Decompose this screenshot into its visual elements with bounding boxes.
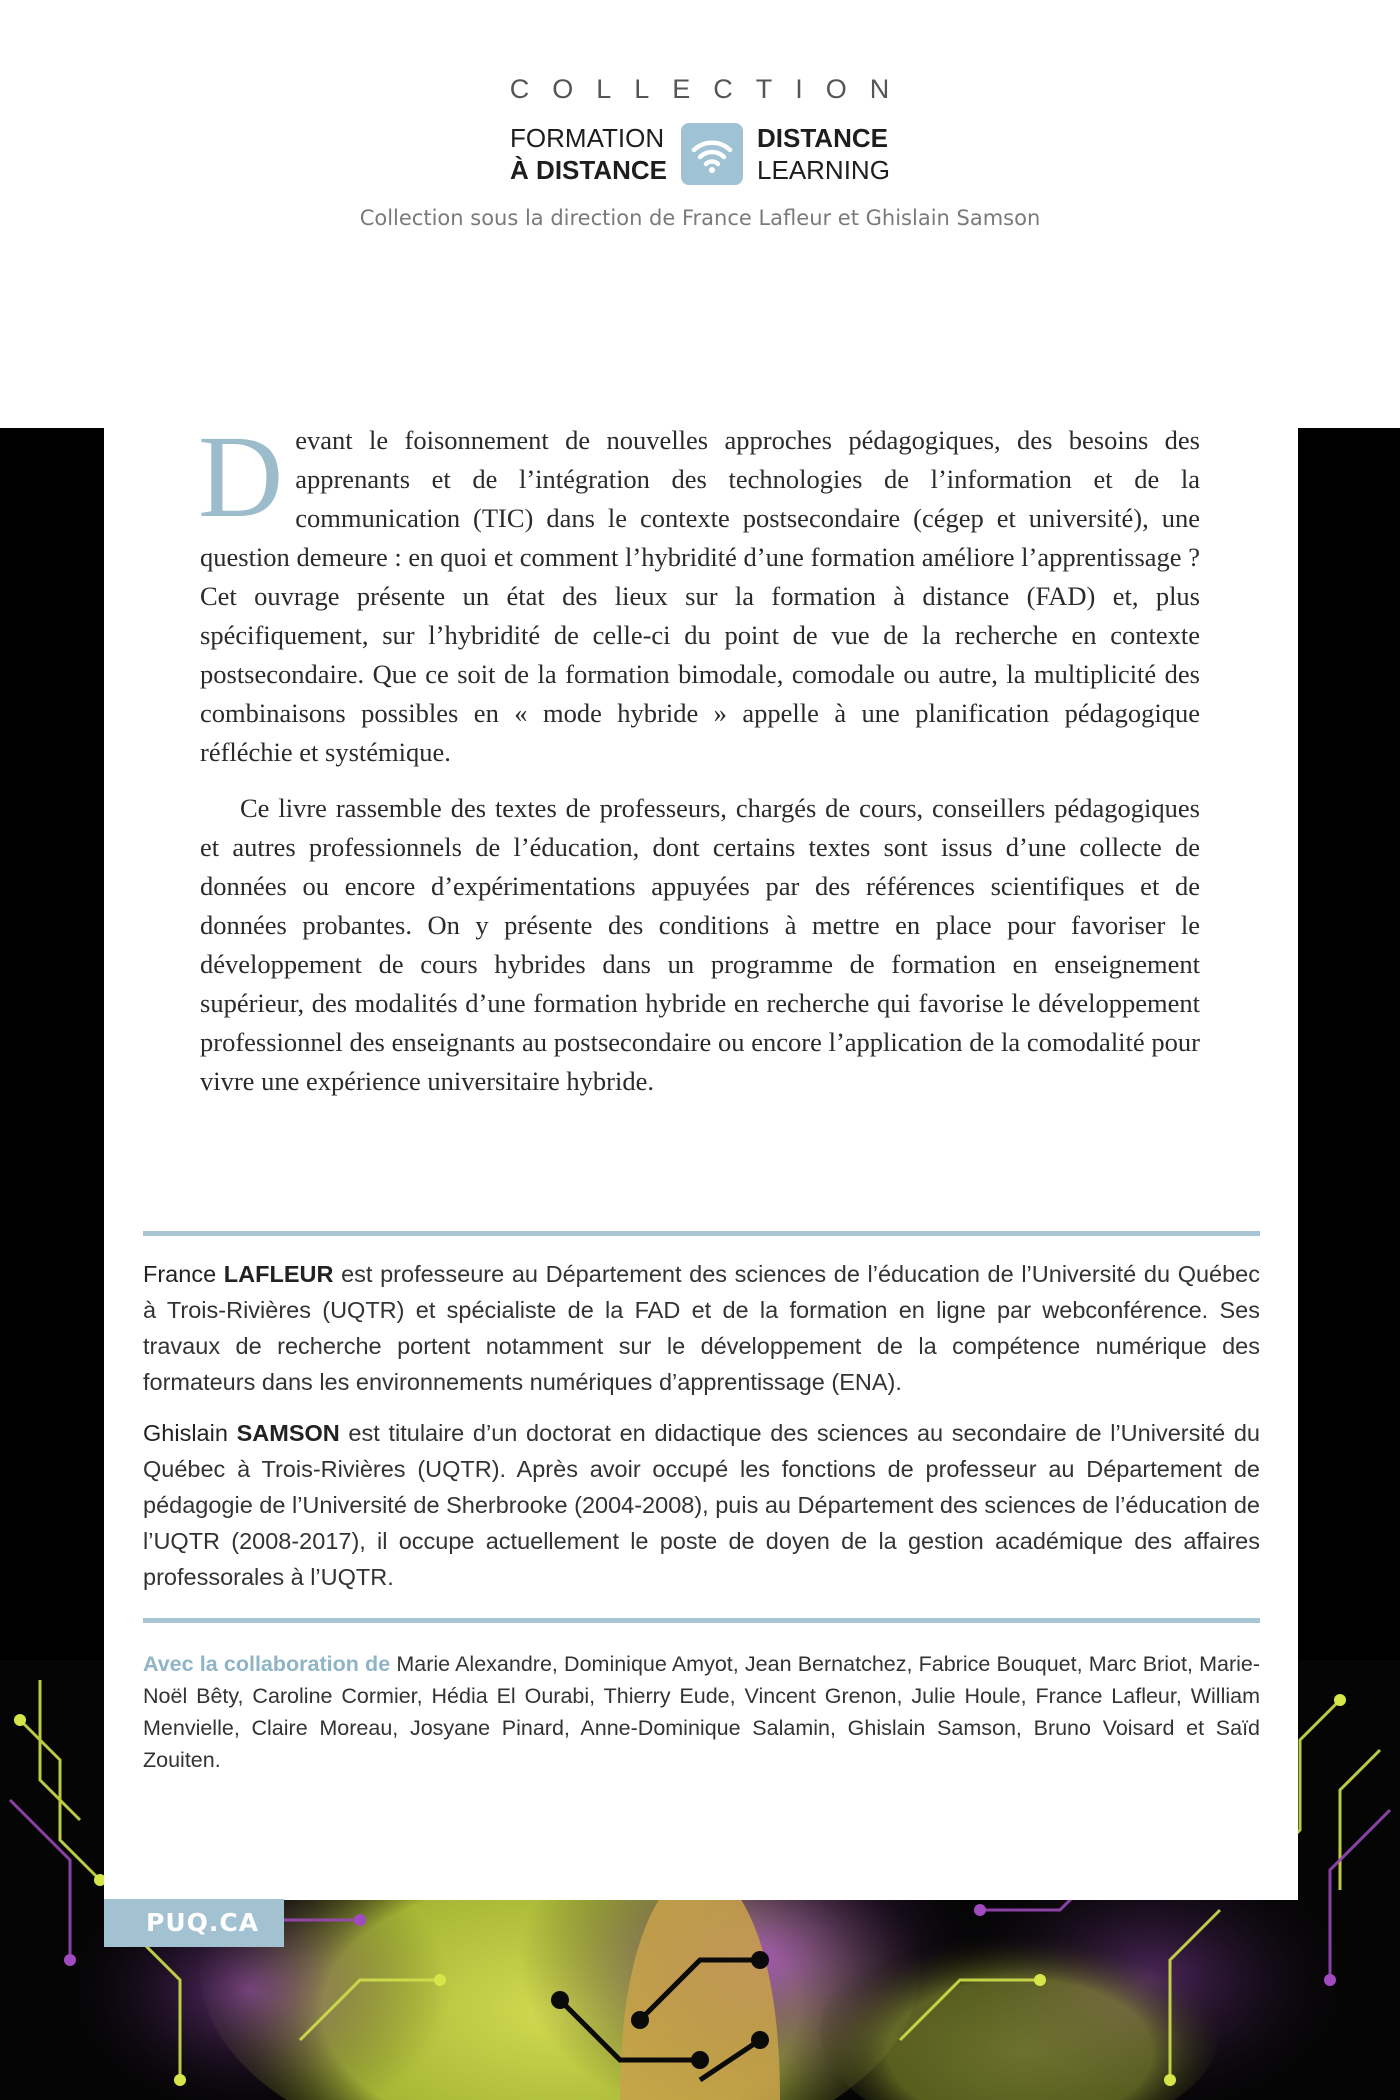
logo-right-text [757,122,890,186]
author-name [143,1420,340,1446]
drop-cap: D [198,411,284,542]
author-name [143,1261,333,1287]
divider-top [143,1231,1260,1236]
collection-label: COLLECTION [509,74,913,104]
summary-paragraph-2: Ce livre rassemble des textes de professeurs, chargés de cours, conseillers pédagogiques et autres professionnels de l’éducation, dont certains textes sont issus d’une collecte de données ou encore d’expérimentations appuyées par des références scientifiques et de données probantes. On y présente des conditions à mettre en place pour favoriser le développement de cours hybrides dans un programme de formation en enseignement supérieur, des modalités d’une formation hybride en recherche qui favorise le développement professionnel des enseignants au postsecondaire ou encore l’application de la comodalité pour vivre une expérience universitaire hybride. [200,793,1200,1096]
collaborators [143,1648,1260,1776]
author-bios [143,1256,1260,1595]
wifi-icon [681,123,743,185]
publisher-link[interactable]: PUQ.CA [104,1899,284,1947]
book-summary [198,411,1200,1101]
summary-paragraph-1-text: evant le foisonnement de nouvelles approches pédagogiques, des besoins des apprenants et de l’intégration des technologies de l’information et de la communication (TIC) dans le contexte postsecondaire (cégep et université), une question demeure : en quoi et comment l’hybridité d’une formation améliore l’apprentissage ? Cet ouvrage présente un état des lieux sur la formation à distance (FAD) et, plus spécifiquement, sur l’hybridité de celle-ci du point de vue de la recherche en contexte postsecondaire. Que ce soit de la formation bimodale, comodale ou autre, la multiplicité des combinaisons possibles en « mode hybride » appelle à une planification pédagogique réfléchie et systémique. [200,425,1200,767]
collaborators-names: Marie Alexandre, Dominique Amyot, Jean Bernatchez, Fabrice Bouquet, Marc Briot, Marie-Noël Bêty, Caroline Cormier, Hédia El Ourabi, Thierry Eude, Vincent Grenon, Julie Houle, France Lafleur, William Menvielle, Claire Moreau, Josyane Pinard, Anne-Dominique Salamin, Ghislain Samson, Bruno Voisard et Saïd Zouiten. [143,1652,1260,1772]
logo-right-line2: LEARNING [757,155,890,185]
author-last-name: LAFLEUR [223,1261,334,1287]
divider-bottom [143,1618,1260,1623]
author-first-name: Ghislain [143,1420,228,1446]
collection-directors: Collection sous la direction de France Lafleur et Ghislain Samson [359,206,1041,230]
bio-samson [143,1415,1260,1595]
bio-lafleur [143,1256,1260,1400]
collaborators-lead: Avec la collaboration de [143,1652,391,1676]
logo-left-line2: À DISTANCE [510,155,668,185]
summary-paragraph-1 [198,411,1200,772]
author-first-name: France [143,1261,217,1287]
author-last-name: SAMSON [236,1420,340,1446]
bio-text: est professeure au Département des sciences de l’éducation de l’Université du Québec à Trois-Rivières (UQTR) et spécialiste de la FAD et de la formation en ligne par webconférence. Ses travaux de recherche portent notamment sur le développement de la compétence numérique des formateurs dans les environnements numériques d’apprentissage (ENA). [143,1261,1260,1395]
logo-right-line1: DISTANCE [757,123,888,153]
logo-left-line1: FORMATION [510,123,665,153]
bio-text: est titulaire d’un doctorat en didactique des sciences au secondaire de l’Université du Québec à Trois-Rivières (UQTR). Après avoir occupé les fonctions de professeur au Département de pédagogie de l’Université de Sherbrooke (2004-2008), puis au Département des sciences de l’éducation de l’UQTR (2008-2017), il occupe actuellement le poste de doyen de la gestion académique des affaires professorales à l’UQTR. [143,1420,1260,1590]
logo-left-text [510,122,667,186]
collection-logo [0,122,1400,186]
